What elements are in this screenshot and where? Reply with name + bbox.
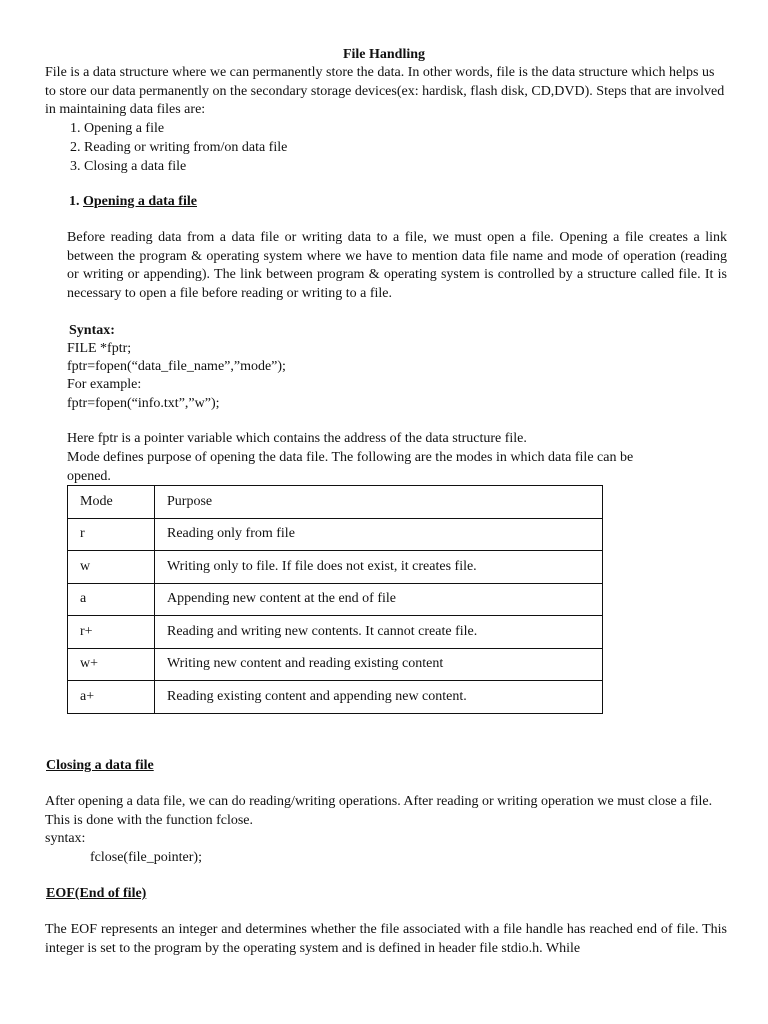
syntax-line: FILE *fptr; <box>67 341 132 356</box>
eof-paragraph: The EOF represents an integer and determines whether the file associated with a file handle has reached end of file. This integer is set to the program by the operating system and is defined in header file stdio.h. While <box>45 922 727 956</box>
table-header-row <box>68 486 603 519</box>
section-heading-text: Opening a data file <box>83 194 197 209</box>
closing-paragraph: After opening a data file, we can do reading/writing operations. After reading or writing operation we must close a file. This is done with the function fclose. <box>45 794 713 828</box>
table-header-cell: Purpose <box>155 486 603 519</box>
purpose-cell: Reading existing content and appending new content. <box>155 681 603 714</box>
step-item: 1. Opening a file <box>70 121 165 136</box>
syntax-line: For example: <box>67 377 142 392</box>
page-title: File Handling <box>342 47 426 62</box>
closing-heading: Closing a data file <box>46 758 154 773</box>
closing-syntax-label: syntax: <box>45 831 86 846</box>
modes-table <box>67 485 603 714</box>
mode-cell: a <box>68 583 155 616</box>
purpose-cell: Writing new content and reading existing content <box>155 648 603 681</box>
table-row <box>68 583 603 616</box>
table-row <box>68 648 603 681</box>
table-row <box>68 616 603 649</box>
table-row <box>68 551 603 584</box>
purpose-cell: Reading and writing new contents. It cannot create file. <box>155 616 603 649</box>
section-number: 1. <box>69 194 83 209</box>
mode-cell: a+ <box>68 681 155 714</box>
opening-paragraph: Before reading data from a data file or writing data to a file, we must open a file. Opening a file creates a link between the program & operating system where we have to mention data file name and mode of operation (reading or writing or appending). The link between program & operating system is controlled by a structure called file. It is necessary to open a file before reading or writing to a file. <box>67 230 727 301</box>
table-row <box>68 681 603 714</box>
table-row <box>68 518 603 551</box>
mode-cell: w+ <box>68 648 155 681</box>
syntax-line: fptr=fopen(“data_file_name”,”mode”); <box>67 359 286 374</box>
purpose-cell: Reading only from file <box>155 518 603 551</box>
mode-cell: w <box>68 551 155 584</box>
section-heading-opening <box>69 193 197 211</box>
mode-cell: r+ <box>68 616 155 649</box>
mode-description-continued: opened. <box>67 469 111 484</box>
eof-heading: EOF(End of file) <box>46 886 147 901</box>
step-item: 2. Reading or writing from/on data file <box>70 140 288 155</box>
mode-description: Mode defines purpose of opening the data file. The following are the modes in which data file can be <box>67 450 634 465</box>
fptr-description: Here fptr is a pointer variable which contains the address of the data structure file. <box>67 431 527 446</box>
intro-paragraph: File is a data structure where we can permanently store the data. In other words, file is the data structure which helps us to store our data permanently on the secondary storage devices(ex: hardisk, flash disk, CD,DVD). Steps that are involved in maintaining data files are: <box>45 65 725 117</box>
step-item: 3. Closing a data file <box>70 159 187 174</box>
table-header-cell: Mode <box>68 486 155 519</box>
syntax-line: fptr=fopen(“info.txt”,”w”); <box>67 396 220 411</box>
purpose-cell: Writing only to file. If file does not exist, it creates file. <box>155 551 603 584</box>
mode-cell: r <box>68 518 155 551</box>
closing-syntax-code: fclose(file_pointer); <box>90 850 202 865</box>
syntax-label: Syntax: <box>69 323 115 338</box>
purpose-cell: Appending new content at the end of file <box>155 583 603 616</box>
